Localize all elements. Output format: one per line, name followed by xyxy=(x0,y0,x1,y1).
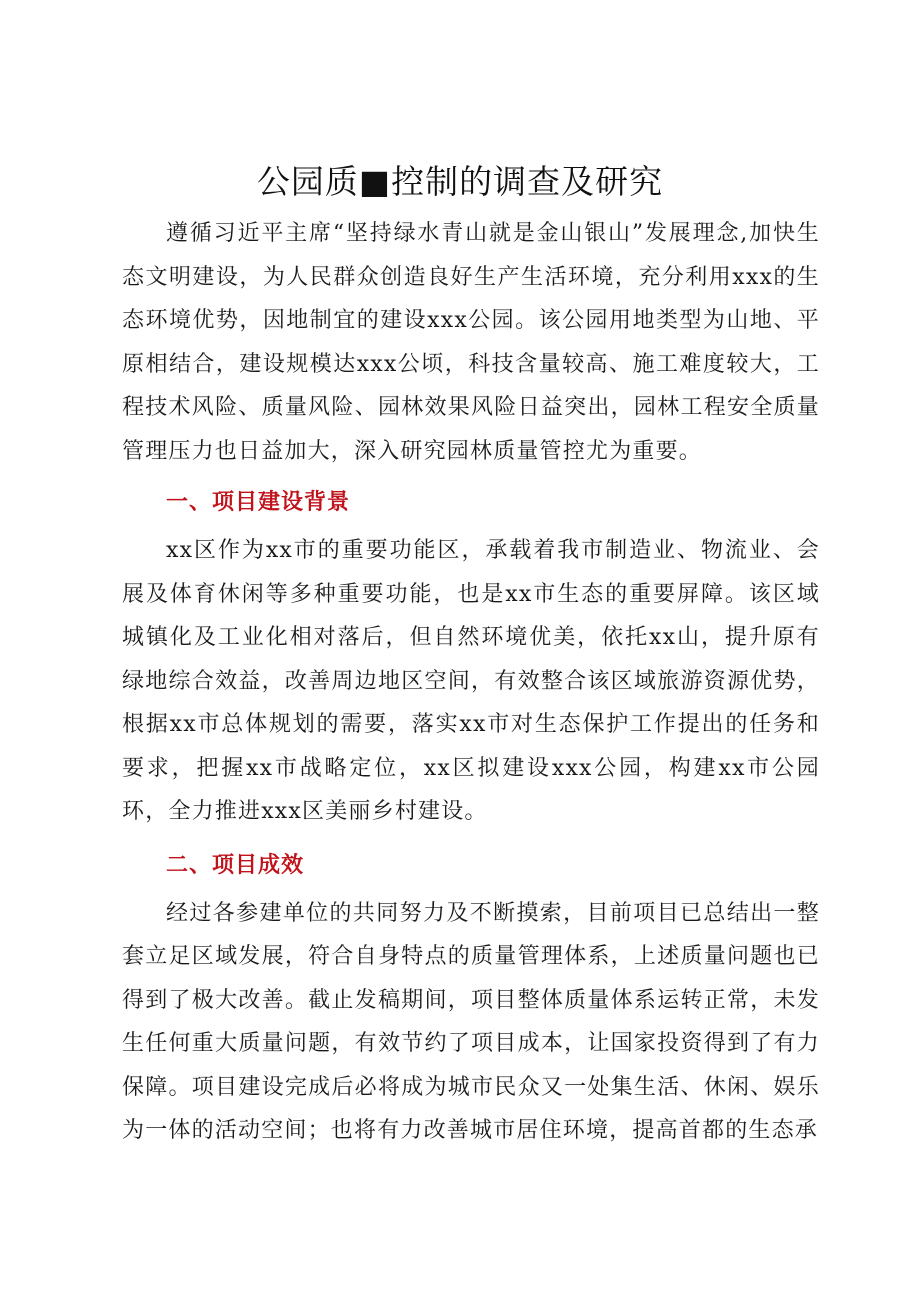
section-body-results: 经过各参建单位的共同努力及不断摸索，目前项目已总结出一整套立足区域发展，符合自身特点的质量管理体系，上述质量问题也已得到了极大改善。截止发稿期间，项目整体质量体系运转正常，未发生任何重大质量问题，有效节约了项目成本，让国家投资得到了有力保障。项目建设完成后必将成为城市民众又一处集生活、休闲、娱乐为一体的活动空间；也将有力改善城市居住环境，提高首都的生态承 xyxy=(122,900,820,1143)
document-title: 公园质■控制的调查及研究 xyxy=(256,162,664,201)
document-body xyxy=(122,212,820,1153)
section-heading-results: 二、项目成效 xyxy=(166,852,305,878)
section-heading-background: 一、项目建设背景 xyxy=(166,490,351,515)
section-body-background: xx区作为xx市的重要功能区，承载着我市制造业、物流业、会展及体育休闲等多种重要功能，也是xx市生态的重要屏障。该区域城镇化及工业化相对落后，但自然环境优美，依托xx山，提升原有绿地综合效益，改善周边地区空间，有效整合该区域旅游资源优势，根据xx市总体规划的需要，落实xx市对生态保护工作提出的任务和要求，把握xx市战略定位，xx区拟建设xxx公园，构建xx市公园环，全力推进xxx区美丽乡村建设。 xyxy=(122,538,820,824)
intro-paragraph: 遵循习近平主席“坚持绿水青山就是金山银山”发展理念,加快生态文明建设，为人民群众创造良好生产生活环境，充分利用xxx的生态环境优势，因地制宜的建设xxx公园。该公园用地类型为山地、平原相结合，建设规模达xxx公顷，科技含量较高、施工难度较大，工程技术风险、质量风险、园林效果风险日益突出，园林工程安全质量管理压力也日益加大，深入研究园林质量管控尤为重要。 xyxy=(122,221,820,464)
